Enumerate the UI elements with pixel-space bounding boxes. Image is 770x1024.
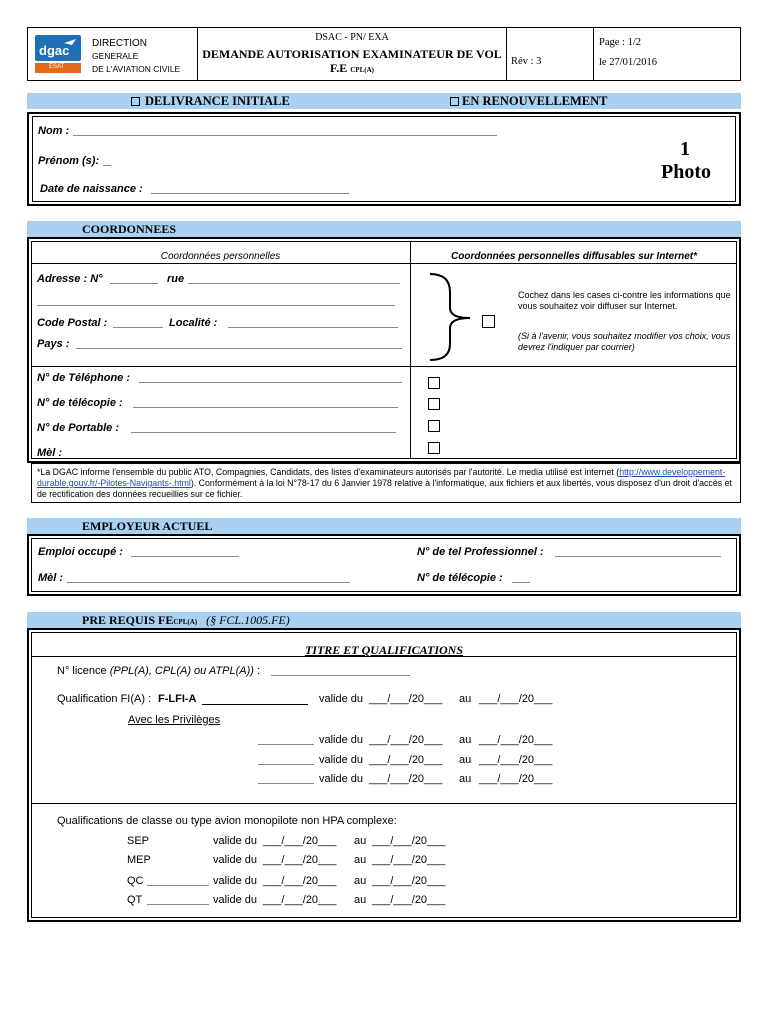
classe-sep-date-to[interactable]: ___/___/20___ [372, 835, 446, 847]
dgac-link[interactable]: http://www.developpement-durable.gouv.fr/-Pilotes-Navigants-.html [37, 467, 726, 488]
privilege-date-to[interactable]: ___/___/20___ [479, 754, 553, 766]
privilege-date-from[interactable]: ___/___/20___ [369, 754, 443, 766]
privilege-au: au [459, 734, 472, 746]
pays-field[interactable] [76, 338, 402, 349]
classe-intro: Qualifications de classe ou type avion monopilote non HPA complexe: [57, 815, 397, 827]
prenom-label: Prénom (s): [38, 155, 100, 167]
privilege-date-from[interactable]: ___/___/20___ [369, 773, 443, 785]
privilege-au: au [459, 773, 472, 785]
qualif-fi-date-from[interactable]: ___/___/20___ [369, 693, 443, 705]
employeur-title: EMPLOYEUR ACTUEL [82, 519, 213, 533]
classe-mep-valide: valide du [213, 854, 258, 866]
privileges-label: Avec les Privilèges [128, 714, 221, 726]
option-initial[interactable]: DELIVRANCE INITIALE [131, 93, 290, 109]
qualif-fi-date-to[interactable]: ___/___/20___ [479, 693, 553, 705]
doc-ref: DSAC - PN/ EXA [315, 32, 389, 43]
classe-sep-date-from[interactable]: ___/___/20___ [263, 835, 337, 847]
dgac-logo-bottom [35, 63, 81, 73]
page-number: Page : 1/2 [599, 37, 641, 48]
pays-label: Pays : [37, 338, 70, 350]
qualif-fi-au: au [459, 693, 472, 705]
checkbox-initial[interactable] [131, 97, 140, 106]
classe-qt-date-from[interactable]: ___/___/20___ [263, 894, 337, 906]
qualif-fi-field[interactable] [202, 693, 308, 705]
coord-col-divider [410, 241, 411, 459]
checkbox-telecopie[interactable] [428, 398, 440, 410]
header-divider-2 [506, 27, 507, 81]
telecopie-field[interactable] [133, 397, 398, 408]
classe-qc-au: au [354, 875, 367, 887]
checkbox-telephone[interactable] [428, 377, 440, 389]
classe-mep-date-to[interactable]: ___/___/20___ [372, 854, 446, 866]
classe-qt-label: QT [127, 894, 143, 906]
prerequis-title: PRE REQUIS FECPL(A) (§ FCL.1005.FE) [82, 613, 290, 627]
checkbox-portable[interactable] [428, 420, 440, 432]
revision: Rév : 3 [511, 56, 542, 67]
privilege-valide: valide du [319, 773, 364, 785]
portable-field[interactable] [131, 422, 396, 433]
doc-date: le 27/01/2016 [599, 57, 658, 68]
privilege-date-to[interactable]: ___/___/20___ [479, 773, 553, 785]
privilege-valide: valide du [319, 734, 364, 746]
classe-sep-label: SEP [127, 835, 150, 847]
tel-pro-label: N° de tel Professionnel : [417, 546, 544, 558]
classe-qt-date-to[interactable]: ___/___/20___ [372, 894, 446, 906]
photo-number: 1 [680, 138, 690, 160]
licence-field[interactable] [271, 665, 410, 676]
licence-label: N° licence (PPL(A), CPL(A) ou ATPL(A)) : [57, 665, 261, 677]
coord-header-line [31, 263, 737, 264]
col-left-header: Coordonnées personnelles [160, 251, 281, 262]
employeur-mel-label: Mèl : [38, 572, 64, 584]
localite-field[interactable] [228, 317, 398, 328]
classe-sep-au: au [354, 835, 367, 847]
mel-label: Mèl : [37, 447, 63, 459]
doc-title-line2: F.E CPL(A) [330, 61, 374, 75]
classe-qc-valide: valide du [213, 875, 258, 887]
privilege-valide: valide du [319, 754, 364, 766]
numero-field[interactable] [110, 273, 158, 284]
classe-qc-date-from[interactable]: ___/___/20___ [263, 875, 337, 887]
checkbox-renewal[interactable] [450, 97, 459, 106]
classe-qc-date-to[interactable]: ___/___/20___ [372, 875, 446, 887]
naissance-label: Date de naissance : [40, 183, 143, 195]
dgac-logo-top [35, 35, 81, 61]
classe-mep-date-from[interactable]: ___/___/20___ [263, 854, 337, 866]
logo-text: dgac [39, 43, 70, 58]
adresse-label: Adresse : N° [37, 273, 103, 285]
naissance-field[interactable] [151, 183, 349, 194]
dgac-logo [35, 35, 81, 73]
org-line-1: DIRECTION [92, 38, 147, 49]
qualif-fi-label: Qualification FI(A) : [57, 693, 152, 705]
code-postal-field[interactable] [113, 317, 163, 328]
internet-note: (Si à l'avenir, vous souhaitez modifier vos choix, vous devrez l'indiquer par courrier) [518, 331, 731, 352]
prerequis-mid-line [31, 803, 737, 804]
logo-sub: ESAT [49, 64, 65, 70]
privilege-au: au [459, 754, 472, 766]
curly-brace-icon [420, 272, 480, 362]
internet-instruction: Cochez dans les cases ci-contre les informations que vous souhaitez voir diffuser sur Internet. [518, 290, 731, 311]
table-title: TITRE ET QUALIFICATIONS [304, 643, 464, 657]
emploi-label: Emploi occupé : [38, 546, 123, 558]
photo-label: Photo [661, 161, 711, 183]
rue-field[interactable] [188, 273, 400, 284]
classe-mep-au: au [354, 854, 367, 866]
doc-title [198, 47, 506, 77]
header-divider-3 [593, 27, 594, 81]
classe-qt-field[interactable] [147, 894, 209, 905]
telephone-field[interactable] [139, 372, 402, 383]
classe-mep-label: MEP [127, 854, 151, 866]
nom-field[interactable] [73, 125, 497, 136]
classe-qt-au: au [354, 894, 367, 906]
qualif-fi-value: F-LFI-A [158, 693, 197, 705]
privilege-field[interactable] [258, 734, 314, 745]
privilege-field[interactable] [258, 773, 314, 784]
rue-label: rue [167, 273, 185, 285]
employeur-telecopie-label: N° de télécopie : [417, 572, 503, 584]
portable-label: N° de Portable : [37, 422, 120, 434]
org-name [92, 37, 180, 76]
nom-label: Nom : [38, 125, 70, 137]
privilege-field[interactable] [258, 754, 314, 765]
checkbox-mel[interactable] [428, 442, 440, 454]
qualif-fi-valide: valide du [319, 693, 364, 705]
footnote-text: *La DGAC informe l'ensemble du public ATO, Compagnies, Candidats, des listes d'examinateurs autorisés par l'autorité. Le media utilisé est internet (http://www.developpement-durable.gouv.fr/-Pilotes-Navigants-.html). Conformément à la loi N°78-17 du 6 Janvier 1978 relative à l'informatique, aux fichiers et aux libertés, vous disposez d'un droit d'accès et de rectification des données recueillies sur ce fichier. [37, 467, 732, 499]
emploi-field[interactable] [131, 546, 239, 557]
coordonnees-title: COORDONNEES [82, 222, 177, 236]
classe-sep-valide: valide du [213, 835, 258, 847]
privilege-date-to[interactable]: ___/___/20___ [479, 734, 553, 746]
telephone-label: N° de Téléphone : [37, 372, 131, 384]
prenom-field[interactable] [103, 155, 111, 166]
option-renewal[interactable]: EN RENOUVELLEMENT [450, 93, 608, 109]
classe-qc-field[interactable] [147, 875, 209, 886]
col-right-header: Coordonnées personnelles diffusables sur Internet* [451, 251, 697, 262]
tel-pro-field[interactable] [555, 546, 721, 557]
localite-label: Localité : [169, 317, 218, 329]
coord-mid-line [31, 366, 737, 367]
adresse-line2-field[interactable] [37, 295, 395, 306]
classe-qt-valide: valide du [213, 894, 258, 906]
doc-title-line1: DEMANDE AUTORISATION EXAMINATEUR DE VOL [202, 47, 502, 61]
org-line-3: DE L'AVIATION CIVILE [92, 64, 181, 74]
org-line-2: GENERALE [92, 51, 139, 61]
employeur-mel-field[interactable] [67, 572, 350, 583]
classe-qc-label: QC [127, 875, 144, 887]
employeur-telecopie-field[interactable] [512, 572, 530, 583]
code-postal-label: Code Postal : [37, 317, 108, 329]
telecopie-label: N° de télécopie : [37, 397, 123, 409]
checkbox-address[interactable] [482, 315, 495, 328]
privilege-date-from[interactable]: ___/___/20___ [369, 734, 443, 746]
